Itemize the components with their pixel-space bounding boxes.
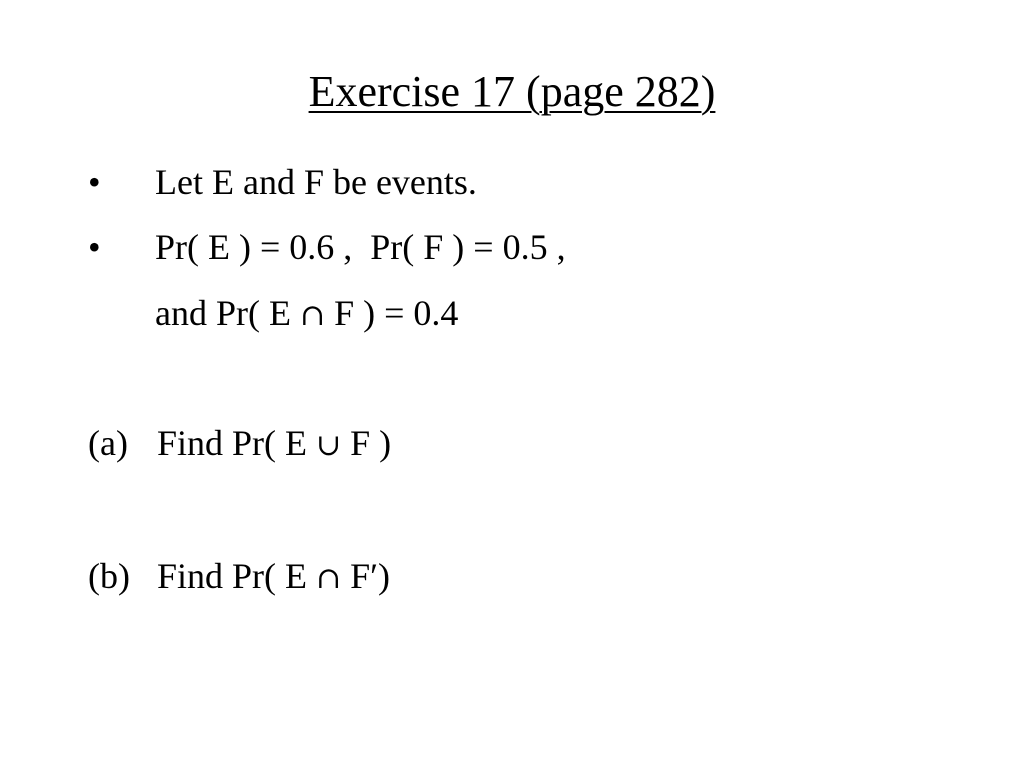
intersection-symbol: ∩ (299, 298, 326, 333)
slide-title (0, 64, 1024, 120)
intersection-symbol: ∩ (316, 561, 342, 596)
bullet-marker: • (88, 162, 101, 202)
part-a-marker: (a) (88, 423, 128, 463)
union-symbol: ∪ (316, 428, 342, 463)
part-a-text-after: F ) (341, 423, 392, 463)
part-b-text (157, 554, 390, 601)
bullet-marker: • (88, 227, 101, 267)
slide-title-text: Exercise 17 (page 282) (308, 67, 716, 116)
part-b-text-before: Find Pr( E (157, 556, 317, 596)
part-a-text (157, 421, 391, 468)
part-b-marker: (b) (88, 556, 130, 596)
part-a-text-before: Find Pr( E (157, 423, 317, 463)
bullet-text-probabilities: Pr( E ) = 0.6 , Pr( F ) = 0.5 , (155, 227, 566, 267)
part-b-text-after: F′) (341, 556, 391, 596)
bullet-text-events: Let E and F be events. (155, 162, 477, 202)
intersection-text-before: and Pr( E (155, 293, 300, 333)
intersection-text-after: F ) = 0.4 (325, 293, 459, 333)
bullet-text-intersection (155, 291, 458, 338)
